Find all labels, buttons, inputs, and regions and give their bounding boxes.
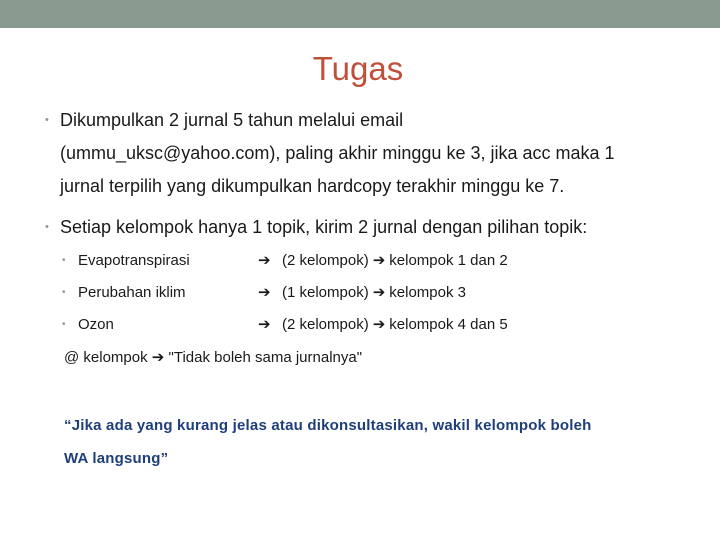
group-count: (2 kelompok) — [282, 316, 369, 333]
group-count: (1 kelompok) — [282, 284, 369, 301]
bullet-line: (ummu_uksc@yahoo.com), paling akhir minggu ke 3, jika acc maka 1 — [60, 143, 615, 163]
bullet-line: Setiap kelompok hanya 1 topik, kirim 2 jurnal dengan pilihan topik: — [60, 217, 588, 237]
topic-name: Perubahan iklim — [78, 284, 186, 301]
top-decor-bar — [0, 0, 720, 28]
sub-bullet-dot: • — [62, 287, 66, 298]
bullet-topic-rule — [45, 211, 705, 244]
note-text: "Tidak boleh sama jurnalnya" — [168, 349, 363, 366]
arrow-right-icon: ➔ — [372, 316, 386, 333]
group-list: kelompok 4 dan 5 — [389, 316, 508, 333]
bullet-dot: • — [45, 114, 49, 126]
consultation-quote — [64, 409, 674, 475]
sub-bullet-dot: • — [62, 319, 66, 330]
quote-line: WA langsung” — [64, 450, 169, 467]
bullet-line: jurnal terpilih yang dikumpulkan hardcopy terakhir minggu ke 7. — [60, 176, 565, 196]
sub-bullet-dot: • — [62, 255, 66, 266]
journal-uniqueness-note — [64, 347, 362, 369]
group-list: kelompok 1 dan 2 — [389, 252, 508, 269]
topic-name: Evapotranspirasi — [78, 252, 190, 269]
group-list: kelompok 3 — [389, 284, 466, 301]
topic-row — [62, 282, 702, 304]
bullet-line: Dikumpulkan 2 jurnal 5 tahun melalui email — [60, 110, 404, 130]
group-count: (2 kelompok) — [282, 252, 369, 269]
topic-allocation — [282, 282, 466, 304]
topic-allocation — [282, 250, 508, 272]
topic-name: Ozon — [78, 316, 114, 333]
arrow-right-icon: ➔ — [258, 252, 271, 269]
quote-line: “Jika ada yang kurang jelas atau dikonsultasikan, wakil kelompok boleh — [64, 417, 592, 434]
note-prefix: @ kelompok — [64, 349, 148, 366]
slide-title: Tugas — [312, 50, 404, 87]
topic-row — [62, 250, 702, 272]
bullet-journal-submission — [45, 104, 705, 203]
arrow-right-icon: ➔ — [151, 349, 165, 366]
bullet-dot: • — [45, 221, 49, 233]
arrow-right-icon: ➔ — [372, 284, 386, 301]
arrow-right-icon: ➔ — [258, 284, 271, 301]
topic-allocation — [282, 314, 508, 336]
arrow-right-icon: ➔ — [258, 316, 271, 333]
topic-row — [62, 314, 702, 336]
arrow-right-icon: ➔ — [372, 252, 386, 269]
